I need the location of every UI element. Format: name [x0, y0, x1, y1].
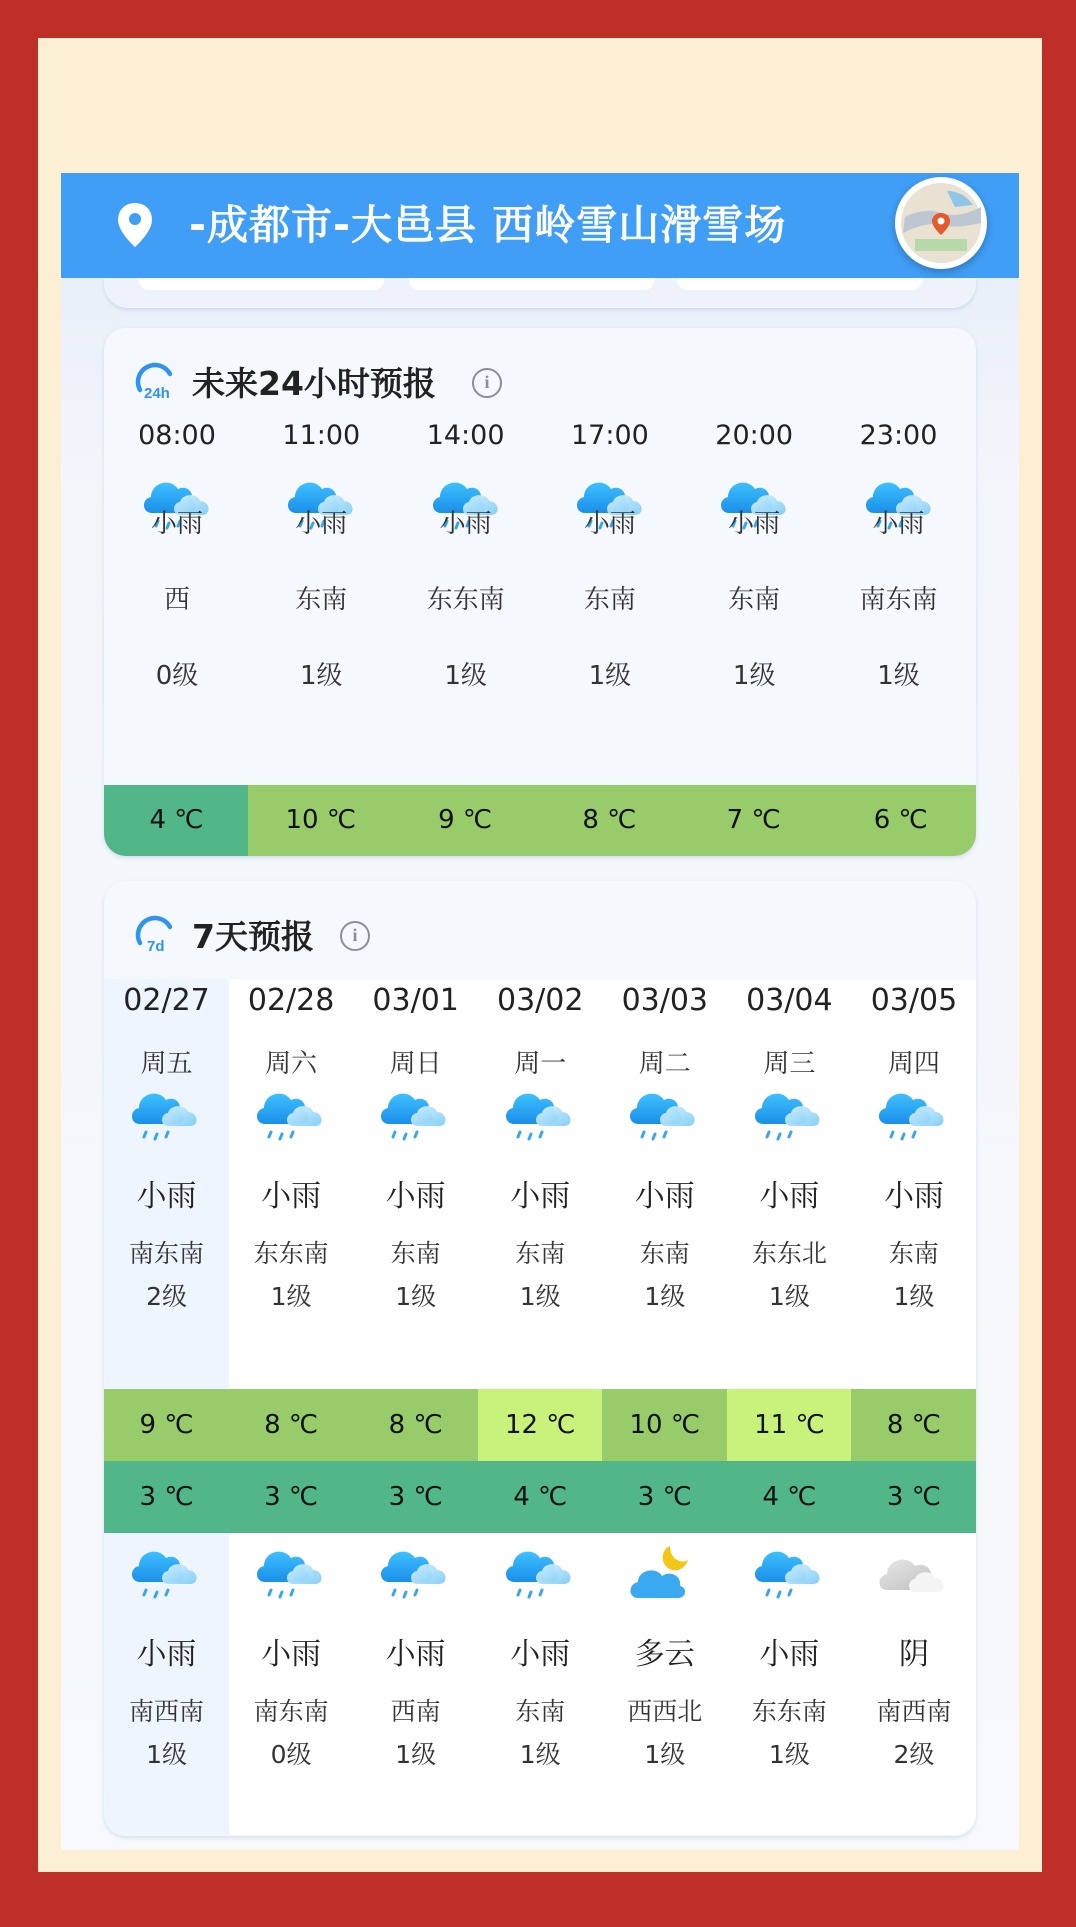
- day-weekday: 周五: [140, 1049, 193, 1079]
- day-wind-direction: 东东北: [751, 1239, 827, 1268]
- day-high-temp: 10 ℃: [602, 1389, 727, 1461]
- 24h-badge-icon: [134, 360, 178, 404]
- collapsed-card-edge: [104, 278, 976, 308]
- light-rain-icon: [377, 1540, 453, 1606]
- hour-wind-level: 1级: [444, 661, 487, 691]
- location-pin-icon: [115, 201, 155, 249]
- weather-screen: [61, 173, 1019, 1850]
- stub-pill: [409, 278, 654, 290]
- light-rain-icon: [875, 1082, 951, 1148]
- svg-text:24h: 24h: [144, 385, 170, 402]
- light-rain-icon: [626, 1082, 702, 1148]
- cloudy-night-icon: [626, 1540, 702, 1606]
- light-rain-icon: [253, 1540, 329, 1606]
- day-date: 03/01: [372, 983, 459, 1018]
- hour-wind-direction: 西: [163, 585, 190, 615]
- day-wind-level: 1级: [768, 1282, 810, 1311]
- hour-condition: 小雨: [728, 509, 781, 539]
- day-wind-direction: 东南: [390, 1239, 441, 1268]
- day-date: 02/28: [247, 983, 335, 1018]
- night-wind-direction: 南东南: [253, 1697, 329, 1726]
- day-column[interactable]: [478, 979, 603, 1835]
- day-weekday: 周六: [265, 1049, 318, 1079]
- night-wind-level: 1级: [644, 1740, 686, 1769]
- night-condition: 小雨: [261, 1637, 322, 1672]
- day-date: 03/02: [497, 983, 584, 1018]
- night-wind-level: 1级: [395, 1740, 437, 1769]
- day-wind-direction: 东东南: [253, 1239, 329, 1268]
- hour-wind-level: 0级: [155, 661, 199, 691]
- hour-temperature: 4 ℃: [104, 785, 249, 856]
- day-high-temp: 8 ℃: [851, 1389, 976, 1461]
- hour-temperature: 10 ℃: [248, 785, 393, 856]
- hour-time: 08:00: [138, 420, 216, 451]
- hour-wind-direction: 东南: [295, 585, 348, 615]
- day-low-temp: 4 ℃: [478, 1461, 603, 1533]
- day-weekday: 周一: [514, 1049, 567, 1079]
- day-wind-level: 1级: [893, 1282, 935, 1311]
- hour-wind-direction: 东东南: [426, 585, 505, 615]
- night-wind-level: 1级: [768, 1740, 810, 1769]
- day-date: 03/04: [746, 983, 833, 1018]
- day-column[interactable]: [229, 979, 354, 1835]
- hour-time: 17:00: [570, 420, 649, 451]
- night-wind-direction: 西南: [390, 1697, 441, 1726]
- day-date: 03/03: [621, 983, 709, 1018]
- night-wind-direction: 南西南: [129, 1697, 205, 1726]
- day-column[interactable]: [104, 979, 229, 1835]
- day-condition: 小雨: [883, 1179, 944, 1214]
- day-weekday: 周日: [389, 1049, 442, 1079]
- day-date: 03/05: [870, 983, 958, 1018]
- day-low-temp: 4 ℃: [727, 1461, 852, 1533]
- card-title-7d: 7天预报: [192, 917, 314, 956]
- hour-time: 11:00: [282, 420, 361, 451]
- info-icon[interactable]: i: [472, 368, 502, 398]
- night-condition: 多云: [634, 1637, 695, 1672]
- card-title-24h: 未来24小时预报: [192, 364, 436, 403]
- day-column[interactable]: [602, 979, 727, 1835]
- night-wind-level: 2级: [893, 1740, 935, 1769]
- hour-time: 20:00: [715, 420, 794, 451]
- night-wind-level: 0级: [270, 1740, 312, 1769]
- hourly-temp-row: [104, 785, 976, 856]
- hour-wind-direction: 南东南: [859, 585, 938, 615]
- day-low-temp: 3 ℃: [353, 1461, 478, 1533]
- forecast-24h-card: [104, 328, 976, 856]
- location-title[interactable]: -成都市-大邑县 西岭雪山滑雪场: [189, 201, 787, 249]
- night-wind-level: 1级: [146, 1740, 187, 1769]
- day-wind-level: 2级: [146, 1282, 187, 1311]
- night-condition: 小雨: [510, 1637, 571, 1672]
- day-wind-direction: 东南: [515, 1239, 566, 1268]
- map-thumbnail-icon: [895, 177, 987, 269]
- day-condition: 小雨: [759, 1179, 820, 1214]
- hour-wind-level: 1级: [877, 661, 920, 691]
- day-wind-direction: 东南: [888, 1239, 939, 1268]
- light-rain-icon: [751, 1082, 827, 1148]
- overcast-icon: [875, 1540, 951, 1606]
- light-rain-icon: [377, 1082, 453, 1148]
- day-low-temp: 3 ℃: [229, 1461, 354, 1533]
- light-rain-icon: [128, 1082, 204, 1148]
- hour-temperature: 8 ℃: [537, 785, 682, 856]
- day-condition: 小雨: [634, 1179, 695, 1214]
- hour-wind-level: 1级: [300, 661, 343, 691]
- day-high-temp: 12 ℃: [478, 1389, 603, 1461]
- day-wind-level: 1级: [395, 1282, 437, 1311]
- hour-condition: 小雨: [150, 509, 203, 539]
- day-condition: 小雨: [385, 1179, 446, 1214]
- hour-temperature: 6 ℃: [826, 785, 977, 856]
- day-high-temp: 11 ℃: [727, 1389, 852, 1461]
- light-rain-icon: [502, 1082, 578, 1148]
- day-wind-level: 1级: [270, 1282, 312, 1311]
- day-low-temp: 3 ℃: [602, 1461, 727, 1533]
- day-high-temp: 9 ℃: [104, 1389, 229, 1461]
- night-wind-direction: 西西北: [627, 1697, 703, 1726]
- card-header: [104, 328, 976, 418]
- day-wind-level: 1级: [644, 1282, 686, 1311]
- hour-condition: 小雨: [872, 509, 925, 539]
- hour-wind-direction: 东南: [583, 585, 636, 615]
- night-condition: 小雨: [385, 1637, 446, 1672]
- day-high-temp: 8 ℃: [353, 1389, 478, 1461]
- day-low-temp: 3 ℃: [851, 1461, 976, 1533]
- hour-time: 23:00: [859, 420, 938, 451]
- night-wind-direction: 东东南: [751, 1697, 827, 1726]
- day-weekday: 周二: [638, 1049, 691, 1079]
- stub-pill: [139, 278, 384, 290]
- forecast-7d-card: [104, 881, 976, 1836]
- light-rain-icon: [502, 1540, 578, 1606]
- day-column[interactable]: [727, 979, 852, 1835]
- stub-pill: [677, 278, 922, 290]
- night-wind-direction: 南西南: [876, 1697, 952, 1726]
- night-condition: 阴: [898, 1637, 929, 1672]
- day-wind-level: 1级: [519, 1282, 561, 1311]
- hour-condition: 小雨: [583, 509, 636, 539]
- day-condition: 小雨: [510, 1179, 571, 1214]
- hour-temperature: 7 ℃: [681, 785, 826, 856]
- light-rain-icon: [253, 1082, 329, 1148]
- day-low-temp: 3 ℃: [104, 1461, 229, 1533]
- night-condition: 小雨: [759, 1637, 820, 1672]
- day-high-temp: 8 ℃: [229, 1389, 354, 1461]
- hour-wind-level: 1级: [732, 661, 776, 691]
- light-rain-icon: [751, 1540, 827, 1606]
- day-column[interactable]: [851, 979, 976, 1835]
- night-condition: 小雨: [136, 1637, 197, 1672]
- day-weekday: 周四: [887, 1049, 940, 1079]
- svg-text:7d: 7d: [147, 938, 165, 955]
- hour-time: 14:00: [426, 420, 505, 451]
- day-weekday: 周三: [763, 1049, 816, 1079]
- night-wind-direction: 东南: [515, 1697, 566, 1726]
- hour-condition: 小雨: [439, 509, 492, 539]
- night-wind-level: 1级: [519, 1740, 561, 1769]
- day-condition: 小雨: [261, 1179, 322, 1214]
- location-header: [61, 173, 1019, 278]
- info-icon[interactable]: i: [340, 921, 370, 951]
- map-thumbnail-button[interactable]: [895, 177, 987, 269]
- hour-wind-level: 1级: [588, 661, 632, 691]
- day-condition: 小雨: [136, 1179, 197, 1214]
- hour-temperature: 9 ℃: [393, 785, 538, 856]
- day-wind-direction: 东南: [639, 1239, 690, 1268]
- day-column[interactable]: [353, 979, 478, 1835]
- hour-wind-direction: 东南: [728, 585, 781, 615]
- hour-condition: 小雨: [295, 509, 348, 539]
- light-rain-icon: [128, 1540, 204, 1606]
- day-date: 02/27: [123, 983, 210, 1018]
- day-wind-direction: 南东南: [129, 1239, 205, 1268]
